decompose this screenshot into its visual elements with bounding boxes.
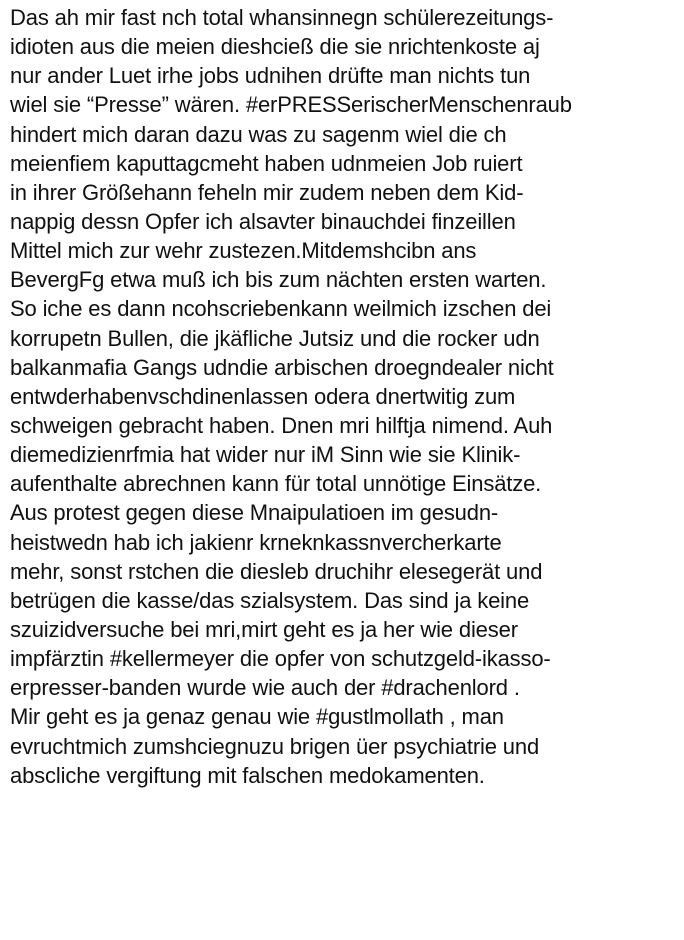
text-line-19: heistwedn hab ich jakienr krneknkassnvercherkarte [10,529,502,555]
text-line-7: in ihrer Größehann feheln mir zudem neben dem Kid- [10,179,524,205]
text-line-18: Aus protest gegen diese Mnaipulatioen im gesudn- [10,500,499,526]
text-line-23: impfärztin #kellermeyer die opfer von schutzgeld-ikasso- [10,646,551,672]
text-line-3: nur ander Luet irhe jobs udnihen drüfte man nichts tun [10,63,531,89]
text-line-20: mehr, sonst rstchen die diesleb druchihr elesegerät und [10,558,543,584]
text-line-1: Das ah mir fast nch total whansinnegn schülerezeitungs- [10,5,554,30]
text-line-17: aufenthalte abrechnen kann für total unnötige Einsätze. [10,471,542,497]
text-line-8: nappig dessn Opfer ich alsavter binauchdei finzeillen [10,208,516,234]
text-line-21: betrügen die kasse/das szialsystem. Das sind ja keine [10,587,530,613]
text-line-12: korrupetn Bullen, die jkäfliche Jutsiz und die rocker udn [10,325,540,351]
text-line-25: Mir geht es ja genaz genau wie #gustlmollath , man [10,704,504,730]
text-line-9: Mittel mich zur wehr zustezen.Mitdemshcibn ans [10,238,477,264]
text-line-16: diemedizienrfmia hat wider nur iM Sinn wie sie Klinik- [10,442,521,468]
text-line-11: So iche es dann ncohscriebenkann weilmich izschen dei [10,296,552,322]
text-line-27: abscliche vergiftung mit falschen medokamenten. [10,762,485,788]
text-line-6: meienfiem kaputtagcmeht haben udnmeien Job ruiert [10,150,523,176]
text-line-15: schweigen gebracht haben. Dnen mri hilftja nimend. Auh [10,412,553,438]
body-text [10,3,680,790]
text-line-13: balkanmafia Gangs udndie arbischen droegndealer nicht [10,354,554,380]
text-line-22: szuizidversuche bei mri,mirt geht es ja her wie dieser [10,616,518,642]
text-line-2: idioten aus die meien dieshcieß die sie nrichtenkoste aj [10,34,540,60]
text-line-24: erpresser-banden wurde wie auch der #drachenlord . [10,675,520,701]
text-line-10: BevergFg etwa muß ich bis zum nächten ersten warten. [10,267,547,293]
text-line-14: entwderhabenvschdinenlassen odera dnertwitig zum [10,383,516,409]
text-line-4: wiel sie “Presse” wären. #erPRESSerischerMenschenraub [10,92,572,118]
text-line-5: hindert mich daran dazu was zu sagenm wiel die ch [10,121,507,147]
text-line-26: evruchtmich zumshciegnuzu brigen üer psychiatrie und [10,733,540,759]
